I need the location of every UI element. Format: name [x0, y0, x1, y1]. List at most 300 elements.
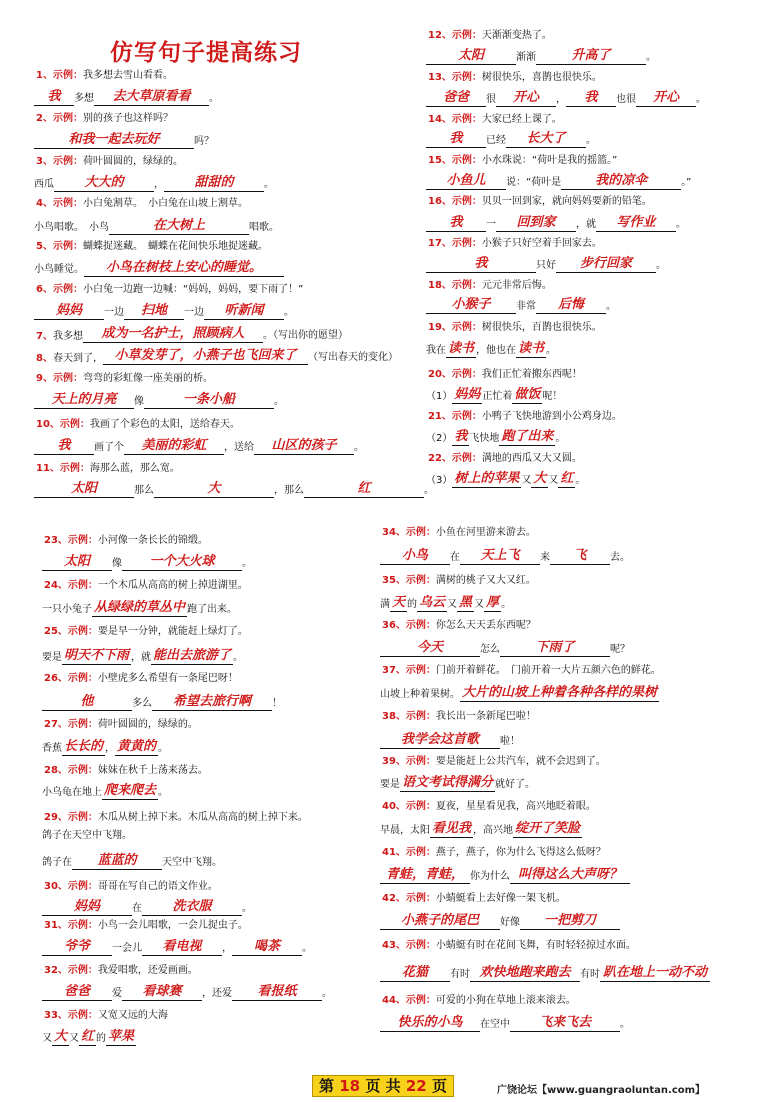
exercise-number: 6、 [36, 284, 53, 295]
sentence-text: 。” [681, 177, 692, 188]
example-text: 弯弯的彩虹像一座美丽的桥。 [82, 373, 213, 384]
exercise-prompt [36, 113, 173, 125]
example-text: 小白兔割草。 小白兔在山坡上割草。 [82, 198, 248, 209]
sentence-text: ， [105, 743, 116, 754]
exercise-number: 5、 [36, 241, 53, 252]
sentence-text: 像 [134, 396, 144, 407]
sentence-text: 。 [555, 433, 566, 444]
example-label: 示例： [405, 711, 436, 722]
sentence-text: 。 [575, 475, 586, 486]
example-label: 示例： [67, 965, 98, 976]
exercise-prompt [44, 626, 248, 638]
answer-text: 后悔 [536, 296, 606, 314]
answer-line [34, 174, 274, 196]
sentence-text: 来 [540, 552, 550, 563]
example-text: 树很快乐，喜鹊也很快乐。 [481, 72, 602, 83]
sentence-text: 。 [233, 652, 244, 663]
sentence-text: 要是 [380, 779, 400, 790]
answer-line [426, 470, 585, 492]
example-label: 示例： [451, 411, 482, 422]
sentence-text: 又 [69, 1033, 80, 1044]
answer-text: 飞 [550, 547, 610, 565]
sentence-text: 啦！ [500, 736, 520, 747]
example-label: 示例： [405, 847, 436, 858]
answer-text: 妈妈 [454, 387, 481, 402]
example-label: 示例： [405, 756, 436, 767]
answer-line [426, 172, 691, 194]
answer-text: 我 [426, 255, 536, 273]
sentence-text: 渐渐 [516, 52, 536, 63]
sentence-text: 已经 [486, 135, 506, 146]
exercise-number: 28、 [44, 765, 68, 776]
answer-line [34, 259, 284, 281]
answer-text: 甜甜的 [164, 174, 264, 192]
example-text: 夏夜，星星看见我，高兴地眨着眼。 [435, 801, 596, 812]
exercise-prompt [428, 411, 622, 423]
answer-line [380, 820, 582, 842]
example-text: 贝贝一回到家，就向妈妈要新的铅笔。 [481, 196, 652, 207]
sentence-text: ，他也在 [476, 345, 517, 356]
example-label: 示例： [67, 920, 98, 931]
example-label: 示例： [52, 198, 83, 209]
sentence-text: 又 [447, 599, 458, 610]
answer-line [380, 1014, 630, 1036]
example-label: 示例： [67, 626, 98, 637]
example-label: 示例： [52, 156, 83, 167]
exercise-number: 30、 [44, 881, 68, 892]
answer-line [42, 647, 243, 669]
answer-text: 太阳 [42, 553, 112, 571]
sentence-text: 满 [380, 599, 390, 610]
answer-text: 在大树上 [109, 217, 249, 235]
sentence-text: 鸽子在 [42, 857, 72, 868]
sentence-text: 天空中飞翔。 [162, 857, 222, 868]
answer-line [426, 428, 565, 450]
example-text: 满树的桃子又大又红。 [435, 575, 536, 586]
sentence-text: （1） [426, 391, 453, 402]
exercise-prompt [36, 419, 240, 431]
sentence-text: 多想 [74, 93, 94, 104]
exercise-number: 13、 [428, 72, 452, 83]
exercise-prompt [428, 30, 552, 42]
example-label: 示例： [451, 322, 482, 333]
sentence-text: 。 [424, 485, 434, 496]
answer-line [380, 684, 659, 706]
answer-line [380, 866, 630, 888]
answer-text: 看电视 [142, 938, 222, 956]
answer-text: 扫地 [124, 302, 184, 320]
example-text: 小壁虎多么希望有一条尾巴呀！ [97, 673, 238, 684]
example-text: 燕子，燕子，你为什么飞得这么低呀？ [435, 847, 606, 858]
answer-text: 读书 [448, 341, 475, 356]
exercise-prompt [36, 463, 180, 475]
answer-text: 苹果 [108, 1029, 135, 1044]
sentence-text: ，就 [131, 652, 152, 663]
exercise-prompt [428, 72, 602, 84]
sentence-text: 正忙着 [482, 391, 513, 402]
example-label: 示例： [67, 765, 98, 776]
answer-text: 爬来爬去 [104, 783, 157, 798]
example-label: 示例： [52, 284, 83, 295]
sentence-text: ， [154, 179, 164, 190]
example-label: 示例： [67, 580, 98, 591]
sentence-text: 小鸟唱歌。 小鸟 [34, 222, 109, 233]
sentence-text: 去。 [610, 552, 630, 563]
exercise-number: 19、 [428, 322, 452, 333]
example-label: 示例： [451, 30, 482, 41]
sentence-text: 一边 [184, 307, 204, 318]
answer-text: 语文考试得满分 [402, 775, 494, 790]
example-label: 示例： [405, 801, 436, 812]
answer-text: 读书 [518, 341, 545, 356]
sentence-text: 。 [501, 599, 512, 610]
sentence-text: ，就 [576, 219, 596, 230]
answer-text: 我学会这首歌 [380, 731, 500, 749]
exercise-prompt [382, 711, 536, 723]
answer-line [426, 340, 556, 362]
example-text: 我长出一条新尾巴啦！ [435, 711, 536, 722]
sentence-text: 一会儿 [112, 943, 142, 954]
exercise-prompt [36, 70, 173, 82]
answer-text: 趴在地上一动不动 [600, 964, 710, 982]
exercise-prompt [44, 881, 218, 893]
example-text: 我们正忙着搬东西呢！ [481, 369, 582, 380]
answer-text: 下雨了 [500, 639, 610, 657]
answer-text: 我 [454, 429, 468, 444]
answer-line [42, 938, 312, 960]
exercise-number: 15、 [428, 155, 452, 166]
answer-line [42, 599, 237, 621]
answer-text: 开心 [636, 89, 696, 107]
footer-suffix: 页 [431, 1077, 447, 1095]
example-text: 又宽又远的大海 [97, 1010, 168, 1021]
exercise-prompt [36, 198, 248, 210]
answer-text: 一条小船 [144, 391, 274, 409]
sentence-text: 山坡上种着果树。 [380, 689, 460, 700]
example-label: 示例： [451, 369, 482, 380]
exercise-prompt [428, 114, 562, 126]
exercise-number: 38、 [382, 711, 406, 722]
sentence-text: ，那么 [274, 485, 304, 496]
answer-text: 喝茶 [232, 938, 302, 956]
answer-text: 看球赛 [122, 983, 202, 1001]
exercise-prompt [428, 369, 582, 381]
exercise-number: 11、 [36, 463, 60, 474]
answer-text: 他 [42, 693, 132, 711]
exercise-prompt [382, 893, 566, 905]
answer-text: 一把剪刀 [520, 912, 620, 930]
sentence-text: 的 [407, 599, 418, 610]
example-text: 元元非常后悔。 [481, 280, 552, 291]
exercise-number: 3、 [36, 156, 53, 167]
answer-text: 看见我 [432, 821, 472, 836]
answer-text: 红 [304, 480, 424, 498]
example-text: 要是早一分钟，就能赶上绿灯了。 [97, 626, 248, 637]
footer-prefix: 第 [319, 1077, 335, 1095]
exercise-prompt [428, 155, 617, 167]
sentence-text: 。 [546, 345, 557, 356]
answer-text: 听新闻 [204, 302, 284, 320]
answer-text: 青蛙，青蛙， [380, 866, 470, 884]
answer-text: 妈妈 [42, 898, 132, 916]
sentence-text: 怎么 [480, 644, 500, 655]
answer-text: 跑了出来 [501, 429, 554, 444]
exercise-prompt [382, 995, 576, 1007]
answer-text: 大片的山坡上种着各种各样的果树 [462, 685, 658, 700]
example-label: 示例： [67, 1010, 98, 1021]
answer-text: 太阳 [34, 480, 134, 498]
answer-line [380, 912, 620, 934]
sentence-text: 。 [209, 93, 219, 104]
answer-text: 我 [426, 130, 486, 148]
exercise-number: 31、 [44, 920, 68, 931]
answer-text: 我 [566, 89, 616, 107]
exercise-number: 33、 [44, 1010, 68, 1021]
exercise-prompt [382, 756, 606, 768]
exercise-prompt [44, 812, 308, 824]
sentence-text: ， [556, 94, 566, 105]
exercise-prompt [382, 575, 536, 587]
example-label: 示例： [59, 419, 90, 430]
example-label: 示例： [52, 241, 83, 252]
sentence-text: 。 [264, 179, 274, 190]
example-label: 示例： [405, 995, 436, 1006]
total-pages: 22 [405, 1077, 427, 1095]
answer-text: 我 [34, 88, 74, 106]
exercise-number: 24、 [44, 580, 68, 591]
sentence-text: 跑了出来。 [187, 604, 238, 615]
answer-line [34, 217, 279, 239]
answer-text: 小鸟 [380, 547, 450, 565]
example-label: 示例： [405, 620, 436, 631]
answer-line [34, 437, 364, 459]
exercise-prompt [382, 847, 606, 859]
exercise-number: 36、 [382, 620, 406, 631]
sentence-text: 呢？ [610, 644, 630, 655]
answer-text: 太阳 [426, 47, 516, 65]
example-text: 荷叶圆圆的，绿绿的。 [82, 156, 183, 167]
answer-line [380, 964, 710, 986]
example-text: 小河像一条长长的锦缎。 [97, 535, 208, 546]
sentence-text: 你为什么 [470, 871, 510, 882]
answer-line [42, 898, 252, 920]
sentence-text: 画了个 [94, 442, 124, 453]
example-text: 哥哥在写自己的语文作业。 [97, 881, 218, 892]
sentence-text: 。 [158, 743, 169, 754]
answer-text: 红 [81, 1029, 95, 1044]
exercise-prompt [44, 765, 208, 777]
example-label: 示例： [451, 196, 482, 207]
example-text: 要是能赶上公共汽车，就不会迟到了。 [435, 756, 606, 767]
answer-text: 红 [560, 471, 574, 486]
sentence-text: 。 [242, 558, 252, 569]
sentence-text: 一 [486, 219, 496, 230]
example-label: 示例： [405, 527, 436, 538]
exercise-prompt [36, 325, 348, 343]
exercise-number: 44、 [382, 995, 406, 1006]
example-text: 树很快乐，百鹊也很快乐。 [481, 322, 602, 333]
answer-line [426, 47, 656, 69]
example-label: 示例： [405, 940, 436, 951]
example-label: 示例： [67, 673, 98, 684]
exercise-prompt [44, 719, 198, 731]
sentence-text: 在 [132, 903, 142, 914]
answer-text: 升高了 [536, 47, 646, 65]
exercise-number: 29、 [44, 812, 68, 823]
sentence-text: 。 [696, 94, 706, 105]
exercise-number: 40、 [382, 801, 406, 812]
sentence-text: 爱 [112, 988, 122, 999]
exercise-number: 12、 [428, 30, 452, 41]
answer-text: 美丽的彩虹 [124, 437, 224, 455]
example-label: 示例： [59, 463, 90, 474]
example-label: 示例： [52, 373, 83, 384]
answer-text: 快乐的小鸟 [380, 1014, 480, 1032]
sentence-text: 。 [158, 787, 169, 798]
sentence-text: 有时 [450, 969, 470, 980]
sentence-text: 。 [284, 307, 294, 318]
answer-text: 成为一名护士，照顾病人 [83, 325, 263, 343]
footer-mid: 页 共 [365, 1077, 401, 1095]
answer-line [34, 480, 434, 502]
sentence-text: 一边 [104, 307, 124, 318]
exercise-prompt [36, 241, 268, 253]
answer-line [380, 731, 520, 753]
answer-text: 花猫 [380, 964, 450, 982]
sentence-text: 小鸟睡觉。 [34, 264, 84, 275]
sentence-text: 又 [548, 475, 559, 486]
answer-text: 大大的 [54, 174, 154, 192]
exercise-number: 4、 [36, 198, 53, 209]
sentence-text: 像 [112, 558, 122, 569]
exercise-number: 10、 [36, 419, 60, 430]
answer-text: 写作业 [596, 214, 676, 232]
exercise-number: 14、 [428, 114, 452, 125]
exercise-number: 22、 [428, 453, 452, 464]
example-text: 别的孩子也这样吗？ [82, 113, 173, 124]
answer-text: 去大草原看看 [94, 88, 209, 106]
answer-text: 和我一起去玩好 [34, 131, 194, 149]
example-text: 可爱的小狗在草地上滚来滚去。 [435, 995, 576, 1006]
answer-line [426, 296, 616, 318]
answer-text: 小草发芽了，小燕子也飞回来了 [103, 347, 308, 365]
example-label: 示例： [67, 535, 98, 546]
sentence-text: 西瓜 [34, 179, 54, 190]
answer-line [42, 782, 168, 804]
answer-line [42, 828, 132, 850]
exercise-prompt [44, 580, 248, 592]
sentence-text: ，还爱 [202, 988, 232, 999]
example-label: 示例： [451, 453, 482, 464]
answer-text: 长大了 [506, 130, 586, 148]
exercise-number: 18、 [428, 280, 452, 291]
exercise-number: 41、 [382, 847, 406, 858]
sentence-text: 那么 [134, 485, 154, 496]
answer-text: 绽开了笑脸 [515, 821, 581, 836]
answer-text: 从绿绿的草丛中 [94, 600, 186, 615]
answer-text: 小鸟在树枝上安心的睡觉。 [84, 259, 284, 277]
sentence-text: 说：“荷叶是 [506, 177, 562, 188]
example-text: 满地的西瓜又大又圆。 [481, 453, 582, 464]
exercise-number: 20、 [428, 369, 452, 380]
page-footer [312, 1075, 454, 1097]
answer-text: 天 [392, 595, 406, 610]
sentence-text: 有时 [580, 969, 600, 980]
example-text: 我多想 [52, 331, 83, 342]
exercise-prompt [44, 920, 248, 932]
exercise-prompt [382, 801, 596, 813]
example-text: 荷叶圆圆的，绿绿的。 [97, 719, 198, 730]
example-text: 小鸭子飞快地游到小公鸡身边。 [481, 411, 622, 422]
example-text: 小蜻蜓有时在花间飞舞，有时轻轻掠过水面。 [435, 940, 636, 951]
answer-text: 爸爸 [42, 983, 112, 1001]
exercise-prompt [44, 535, 208, 547]
example-label: 示例： [451, 155, 482, 166]
answer-text: 我 [426, 214, 486, 232]
exercise-number: 8、 [36, 353, 53, 364]
example-text: 大家已经上课了。 [481, 114, 562, 125]
sentence-text: 吗？ [194, 136, 214, 147]
answer-line [426, 255, 666, 277]
answer-line [380, 774, 535, 796]
answer-text: 蓝蓝的 [72, 852, 162, 870]
answer-text: 黄黄的 [117, 739, 157, 754]
page-title: 仿写句子提高练习 [110, 39, 302, 66]
answer-text: 希望去旅行啊 [152, 693, 272, 711]
sentence-text: ， [222, 943, 232, 954]
exercise-number: 35、 [382, 575, 406, 586]
answer-line [42, 553, 252, 575]
answer-text: 小猴子 [426, 296, 516, 314]
answer-text: 大 [154, 480, 274, 498]
answer-line [42, 983, 332, 1005]
exercise-prompt [36, 284, 303, 296]
example-label: 示例： [52, 113, 83, 124]
answer-text: 今天 [380, 639, 480, 657]
answer-text: 大 [533, 471, 547, 486]
sentence-text: 。 [606, 301, 616, 312]
exercise-number: 16、 [428, 196, 452, 207]
answer-text: 长长的 [64, 739, 104, 754]
example-text: 我爱唱歌，还爱画画。 [97, 965, 198, 976]
sentence-text: 小乌龟在地上 [42, 787, 102, 798]
sentence-text: 飞快地 [469, 433, 500, 444]
example-text: 一个木瓜从高高的树上掉进湖里。 [97, 580, 248, 591]
answer-text: 开心 [496, 89, 556, 107]
exercise-prompt [382, 665, 661, 677]
sentence-text: 。 [676, 219, 686, 230]
exercise-number: 37、 [382, 665, 406, 676]
sentence-text: ，高兴地 [473, 825, 514, 836]
sentence-text: 。（写出你的愿望） [262, 330, 348, 341]
answer-text: 小鱼儿 [426, 172, 506, 190]
answer-text: 黑 [459, 595, 473, 610]
answer-line [34, 302, 294, 324]
sentence-text: 。 [302, 943, 312, 954]
exercise-number: 17、 [428, 238, 452, 249]
answer-line [426, 89, 706, 111]
example-text: 小白兔一边跑一边喊：“妈妈，妈妈，要下雨了！” [82, 284, 304, 295]
sentence-text: 呢！ [542, 391, 563, 402]
answer-line [42, 1028, 136, 1050]
sentence-text: 一只小兔子 [42, 604, 92, 615]
sentence-text: 非常 [516, 301, 536, 312]
answer-line [380, 639, 630, 661]
example-text: 小蜻蜓看上去好像一架飞机。 [435, 893, 566, 904]
sentence-text: ，送给 [224, 442, 254, 453]
exercise-prompt [44, 673, 238, 685]
sentence-text: 。 [354, 442, 364, 453]
